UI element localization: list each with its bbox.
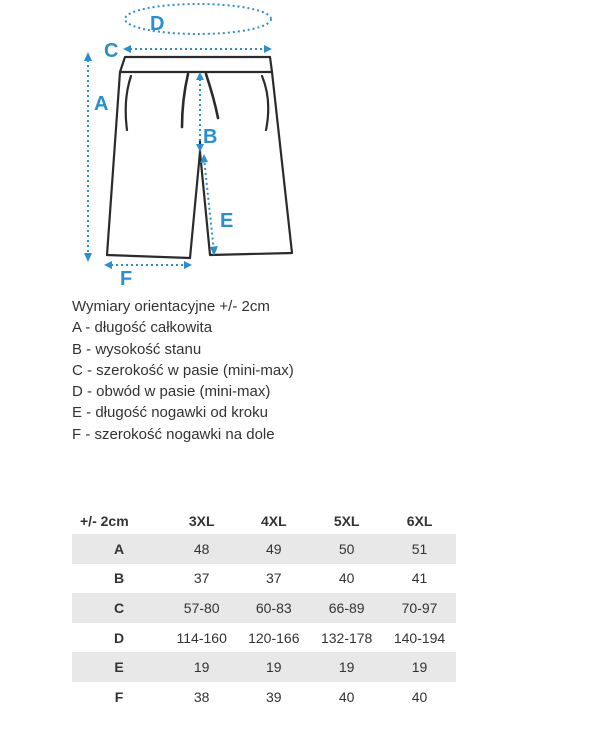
table-cell: 51 [383,534,456,564]
row-label: A [72,534,166,564]
table-row [72,682,456,712]
row-label: F [114,688,124,705]
total-length-arrow-top [84,52,92,61]
size-header-5xl: 5XL [333,513,360,529]
table-cell: 57-80 [166,593,237,623]
table-cell: 48 [166,534,237,564]
table-cell: 70-97 [383,593,456,623]
table-cell: 40 [338,688,355,705]
label-c: C [104,40,119,62]
tolerance-header: +/- 2cm [80,513,129,529]
size-header-3xl: 3XL [188,513,215,529]
legend-item: E - długość nogawki od kroku [72,404,268,422]
waist-width-arrow-right [264,45,272,53]
table-cell: 39 [266,688,282,705]
row-label: C [72,593,166,623]
table-cell: 50 [310,534,383,564]
table-cell: 140-194 [393,629,446,646]
total-length-arrow-bottom [84,253,92,262]
table-cell: 41 [411,570,428,587]
table-cell: 60-83 [237,593,310,623]
table-cell: 19 [310,652,383,682]
legend-item: A - długość całkowita [72,319,213,337]
waist-circumference-ellipse [125,4,271,34]
leg-opening-arrow-right [184,261,192,269]
table-cell: 19 [166,652,237,682]
row-label: E [72,652,166,682]
table-cell: 132-178 [320,629,373,646]
row-label: D [113,629,125,646]
legend-item: D - obwód w pasie (mini-max) [72,383,271,401]
legend-item: F - szerokość nogawki na dole [72,425,275,443]
table-cell: 49 [237,534,310,564]
label-f: F [120,268,133,290]
label-b: B [203,126,218,148]
table-cell: 19 [383,652,456,682]
leg-opening-arrow-left [104,261,112,269]
rise-arrow-top [196,72,204,80]
table-row [72,623,456,653]
table-row [72,534,456,564]
legend-item: B - wysokość stanu [72,340,202,358]
size-header-6xl: 6XL [406,513,433,529]
waist-width-arrow-left [123,45,131,53]
shorts-outline [107,57,292,258]
table-cell: 114-160 [176,629,227,646]
row-label: B [113,570,125,587]
table-row [72,564,456,594]
table-cell: 19 [237,652,310,682]
size-table [72,508,456,712]
table-row [72,593,456,623]
label-d: D [150,13,165,35]
measurement-legend [72,296,294,445]
table-cell: 66-89 [310,593,383,623]
table-cell: 40 [411,688,428,705]
legend-item: C - szerokość w pasie (mini-max) [72,361,294,379]
size-header-4xl: 4XL [260,513,287,529]
table-cell: 37 [193,570,210,587]
table-cell: 37 [266,570,282,587]
table-row [72,652,456,682]
table-cell: 40 [338,570,355,587]
table-cell: 120-166 [248,629,300,646]
table-cell: 38 [193,688,210,705]
label-a: A [94,93,109,115]
shorts-measurement-diagram [0,0,600,295]
legend-title: Wymiary orientacyjne +/- 2cm [72,298,270,315]
size-header-row [72,508,456,534]
label-e: E [220,210,234,232]
